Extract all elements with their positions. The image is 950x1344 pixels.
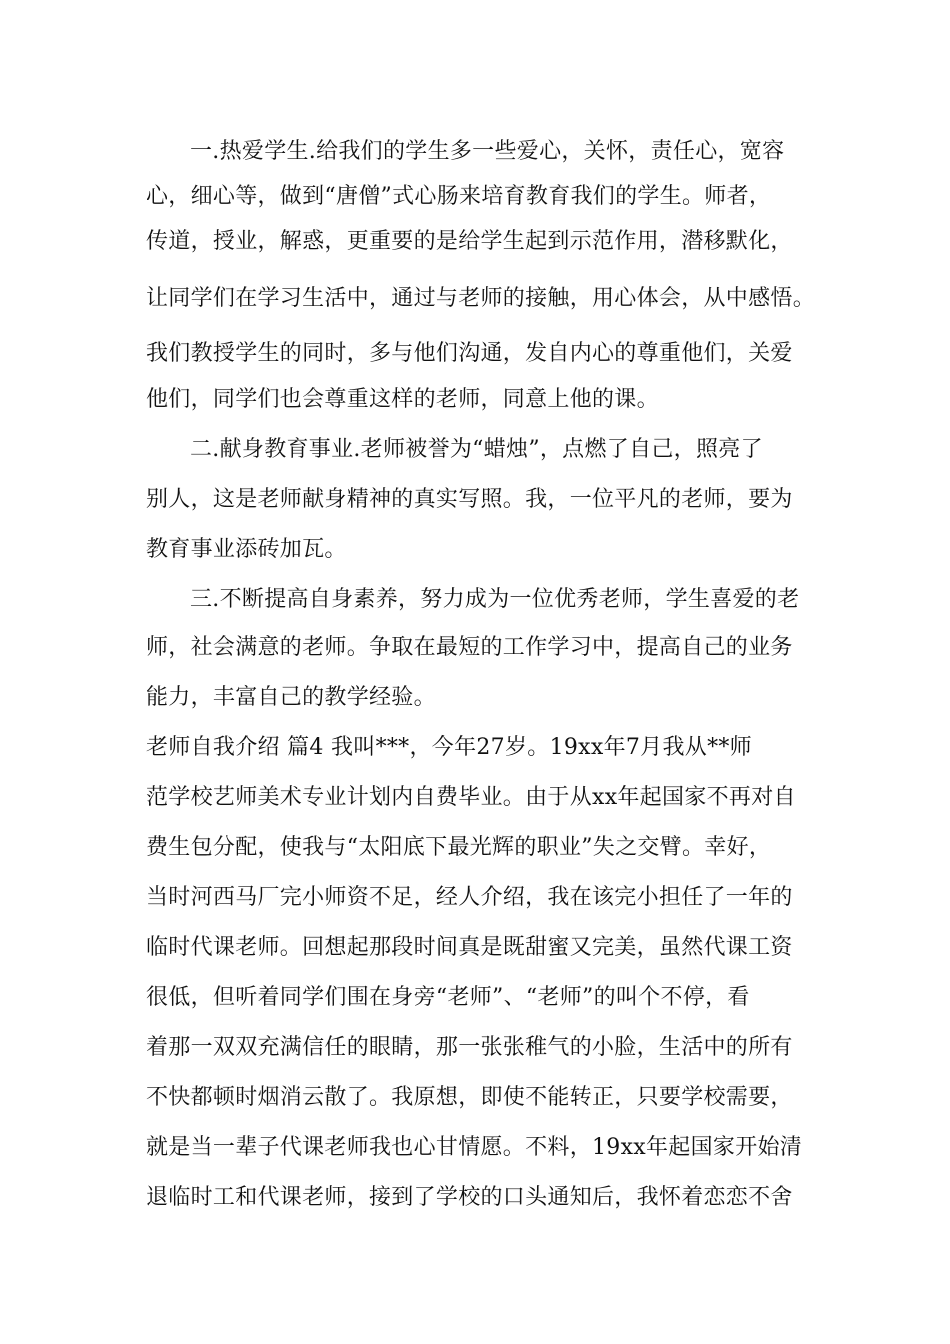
- text-line: 不快都顿时烟消云散了。我原想，即使不能转正，只要学校需要，: [146, 1085, 793, 1110]
- text-line: 我们教授学生的同时，多与他们沟通，发自内心的尊重他们，关爱: [146, 341, 793, 366]
- text-line: 二.献身教育事业.老师被誉为“蜡烛”，点燃了自己，照亮了: [190, 437, 763, 462]
- text-line: 三.不断提高自身素养，努力成为一位优秀老师，学生喜爱的老: [190, 587, 800, 612]
- text-line: 别人，这是老师献身精神的真实写照。我，一位平凡的老师，要为: [146, 487, 793, 512]
- text-line: 让同学们在学习生活中，通过与老师的接触，用心体会，从中感悟。: [146, 286, 816, 311]
- text-line: 传道，授业，解惑，更重要的是给学生起到示范作用，潜移默化，: [146, 229, 793, 254]
- text-line: 临时代课老师。回想起那段时间真是既甜蜜又完美，虽然代课工资: [146, 935, 793, 960]
- text-line: 就是当一辈子代课老师我也心甘情愿。不料，19xx年起国家开始清: [146, 1135, 803, 1160]
- text-line: 范学校艺师美术专业计划内自费毕业。由于从xx年起国家不再对自: [146, 785, 796, 810]
- text-line: 很低，但听着同学们围在身旁“老师”、“老师”的叫个不停，看: [146, 985, 750, 1010]
- text-line: 心，细心等，做到“唐僧”式心肠来培育教育我们的学生。师者，: [146, 184, 772, 209]
- text-line: 教育事业添砖加瓦。: [146, 537, 347, 562]
- text-line: 着那一双双充满信任的眼睛，那一张张稚气的小脸，生活中的所有: [146, 1035, 793, 1060]
- text-line: 他们，同学们也会尊重这样的老师，同意上他的课。: [146, 387, 659, 412]
- text-line: 师，社会满意的老师。争取在最短的工作学习中，提高自己的业务: [146, 635, 793, 660]
- text-line: 退临时工和代课老师，接到了学校的口头通知后，我怀着恋恋不舍: [146, 1185, 793, 1210]
- text-line: 费生包分配，使我与“太阳底下最光辉的职业”失之交臂。幸好，: [146, 835, 772, 860]
- text-line: 能力，丰富自己的教学经验。: [146, 685, 436, 710]
- text-line: 当时河西马厂完小师资不足，经人介绍，我在该完小担任了一年的: [146, 885, 793, 910]
- text-line: 一.热爱学生.给我们的学生多一些爱心，关怀，责任心，宽容: [190, 139, 785, 164]
- section-heading-line: 老师自我介绍 篇4 我叫***，今年27岁。19xx年7月我从**师: [146, 735, 752, 760]
